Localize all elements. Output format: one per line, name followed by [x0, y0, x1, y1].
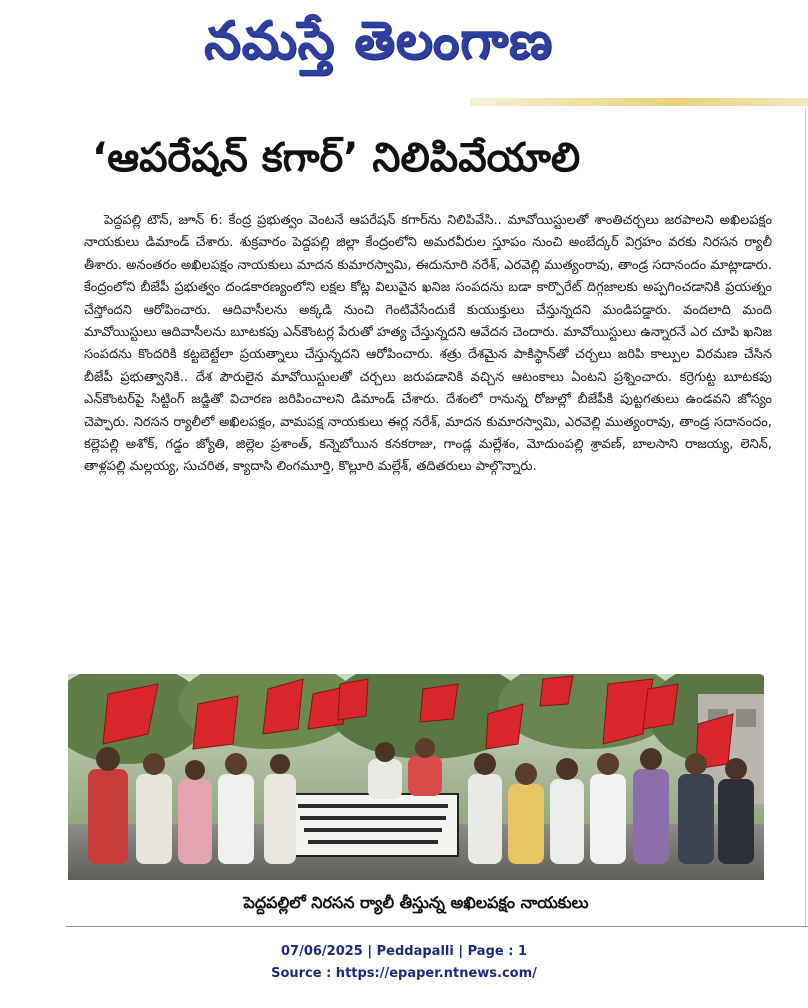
footer-divider	[66, 926, 808, 927]
edition-info: 07/06/2025 | Peddapalli | Page : 1	[280, 944, 527, 959]
article-body: పెద్దపల్లి టౌన్, జూన్ 6: కేంద్ర ప్రభుత్వం వెంటనే ఆపరేషన్ కగార్‌ను నిలిపివేసి.. మావోయిస్టులతో శాంతిచర్చలు జరపాలని అఖిలపక్షం నాయకులు డిమాండ్ చేశారు. శుక్రవారం పెద్దపల్లి జిల్లా కేంద్రంలోని అమరవీరుల స్తూపం నుంచి అంబేద్కర్ విగ్రహం వరకు నిరసన ర్యాలీ తీశారు. అనంతరం అఖిలపక్షం నాయకులు మాదన కుమారస్వామి, ఈదునూరి నరేశ్, ఎరవెల్లి ముత్యంరావు, తాండ్ర సదానందం మాట్లాడారు. కేంద్రంలోని బీజేపీ ప్రభుత్వం దండకారణ్యంలోని లక్షల కోట్ల విలువైన ఖనిజ సంపదను బడా కార్పొరేట్ దిగ్గజాలకు అప్పగించడానికి ప్రయత్నం చేస్తోందని ఆరోపించారు. ఆదివాసీలను అక్కడి నుంచి గెంటివేసేందుకే కుయుక్తులు చేస్తున్నదని మండిపడ్డారు. వందలాది మంది మావోయిస్టులు ఆదివాసీలను బూటకపు ఎన్‌కౌంటర్ల పేరుతో హత్య చేస్తున్నదని ఆవేదన చెందారు. మావోయిస్టులు ఉన్నారనే ఎర చూపి ఖనిజ సంపదను కొందరికి కట్టబెట్టేలా ప్రయత్నాలు చేస్తున్నదని ఆరోపించారు. శత్రు దేశమైన పాకిస్థాన్‌తో చర్చలు జరిపి కాల్పుల విరమణ చేసిన బీజేపీ ప్రభుత్వానికి.. దేశ పౌరులైన మావోయిస్టులతో చర్చలు జరుపడానికి వచ్చిన ఆటంకాలు ఏంటని ప్రశ్నించారు. కర్రెగుట్ట బూటకపు ఎన్‌కౌంటర్‌పై సిట్టింగ్ జడ్జితో విచారణ జరిపించాలని డిమాండ్ చేశారు. దేశంలో రానున్న రోజుల్లో బీజేపీకి పుట్టగతులు ఉండవని జోస్యం చెప్పారు. నిరసన ర్యాలీలో అఖిలపక్షం, వామపక్ష నాయకులు ఈర్ల నరేశ్, మాదన కుమారస్వామి, ఎరవెల్లి ముత్యంరావు, తాండ్ర సదానందం, కల్లెపల్లి అశోక్, గడ్డం జ్యోతి, జిల్లెల ప్రశాంత్, కన్నెబోయిన కనకరాజు, గాండ్ల మల్లేశం, మోదుంపల్లి శ్రావణ్, బాలసాని రాజయ్య, లెనిన్, తాళ్లపల్లి మల్లయ్య, సుచరిత, క్యాదాసి లింగమూర్తి, కొల్లూరి మల్లేశ్, తదితరులు పాల్గొన్నారు.	[84, 213, 772, 475]
photo-caption: పెద్దపల్లిలో నిరసన ర్యాలీ తీస్తున్న అఖిలపక్షం నాయకులు	[243, 893, 589, 912]
masthead-title: నమస్తే తెలంగాణ	[204, 11, 553, 71]
article-headline: ‘ఆపరేషన్ కగార్’ నిలిపివేయాలి	[92, 135, 581, 181]
masthead	[0, 0, 808, 108]
masthead-accent-band	[470, 98, 808, 106]
rally-photo	[68, 674, 764, 880]
source-link[interactable]: Source : https://epaper.ntnews.com/	[271, 966, 537, 981]
rally-photo-image	[68, 674, 764, 880]
article-body-container	[84, 210, 772, 664]
masthead-divider	[0, 100, 470, 104]
column-divider	[805, 108, 806, 926]
